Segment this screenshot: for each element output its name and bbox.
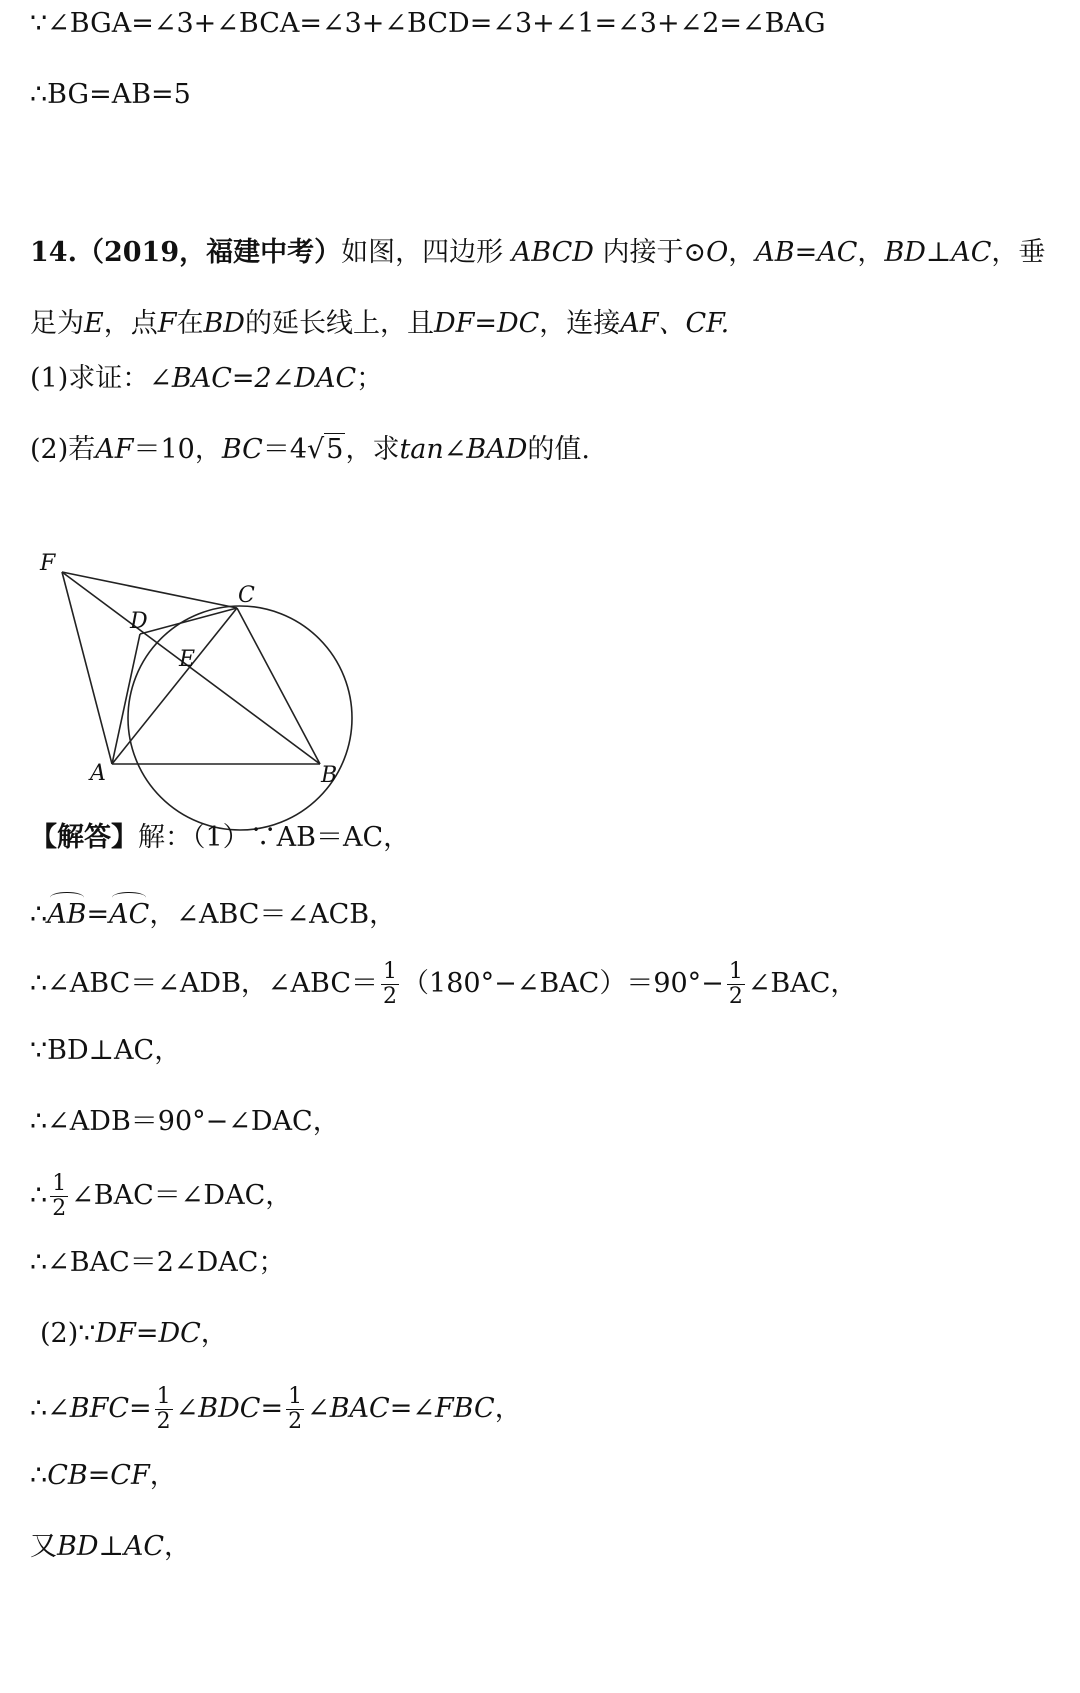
solution-line-8: (2)∵DF=DC， xyxy=(40,1318,228,1349)
solution-line-7: ∴∠BAC＝2∠DAC； xyxy=(30,1247,286,1278)
solution-line-4: ∵BD⊥AC， xyxy=(30,1035,182,1066)
fraction-half: $\frac{1}{2}$ xyxy=(288,1384,303,1434)
fraction-half: $\frac{1}{2}$ xyxy=(728,959,743,1009)
segment-fa xyxy=(62,572,112,764)
fraction-half: $\frac{1}{2}$ xyxy=(156,1384,171,1434)
solution-line-3: ∴∠ABC＝∠ADB，∠ABC＝ $\frac{1}{2}$ （180°−∠BAC）＝90°− $\frac{1}{2}$ ∠BAC， xyxy=(30,959,858,1009)
problem-number: 14. xyxy=(30,237,77,268)
problem-statement: 14.（2019，福建中考）如图，四边形 ABCD 内接于⊙O，AB=AC，BD⊥AC，垂足为E，点F在BD的延长线上，且DF=DC，连接AF、CF. xyxy=(30,237,1046,339)
segment-ad xyxy=(112,634,140,764)
prev-line-1: ∵∠BGA=∠3+∠BCA=∠3+∠BCD=∠3+∠1=∠3+∠2=∠BAG xyxy=(30,8,826,39)
sqrt-symbol: √5 xyxy=(307,434,344,465)
label-d: D xyxy=(130,609,148,634)
solution-heading: 【解答】 xyxy=(30,822,138,853)
question-2: (2)若AF＝10，BC＝4√5，求tan∠BAD的值. xyxy=(30,430,1060,470)
label-b: B xyxy=(321,763,338,788)
solution-line-2: ∴AB=AC，∠ABC＝∠ACB， xyxy=(30,889,1060,935)
segment-fc xyxy=(62,572,237,608)
problem-source: （2019，福建中考） xyxy=(76,237,342,268)
solution-line-1: 【解答】解：（1）∵AB＝AC， xyxy=(30,822,411,853)
geometry-figure xyxy=(30,550,370,840)
solution-line-6: ∴ $\frac{1}{2}$ ∠BAC＝∠DAC， xyxy=(30,1171,293,1221)
fraction-half: $\frac{1}{2}$ xyxy=(383,959,398,1009)
solution-line-9: ∴∠BFC= $\frac{1}{2}$ ∠BDC= $\frac{1}{2}$ ∠BAC=∠FBC， xyxy=(30,1384,522,1434)
fraction-half: $\frac{1}{2}$ xyxy=(52,1171,67,1221)
circle-o xyxy=(128,606,352,830)
label-e: E xyxy=(179,647,196,672)
segment-dc xyxy=(140,608,237,634)
solution-line-5: ∴∠ADB＝90°−∠DAC， xyxy=(30,1106,340,1137)
arc-ac: AC xyxy=(109,889,149,935)
solution-line-11: 又BD⊥AC， xyxy=(30,1531,192,1562)
prev-line-2: ∴BG=AB=5 xyxy=(30,79,191,110)
segment-cb xyxy=(237,608,320,764)
arc-ab: AB xyxy=(47,889,86,935)
question-1: (1)求证：∠BAC=2∠DAC； xyxy=(30,363,384,394)
solution-line-10: ∴CB=CF， xyxy=(30,1460,177,1491)
label-c: C xyxy=(238,583,255,608)
label-f: F xyxy=(40,551,56,576)
label-a: A xyxy=(90,761,106,786)
